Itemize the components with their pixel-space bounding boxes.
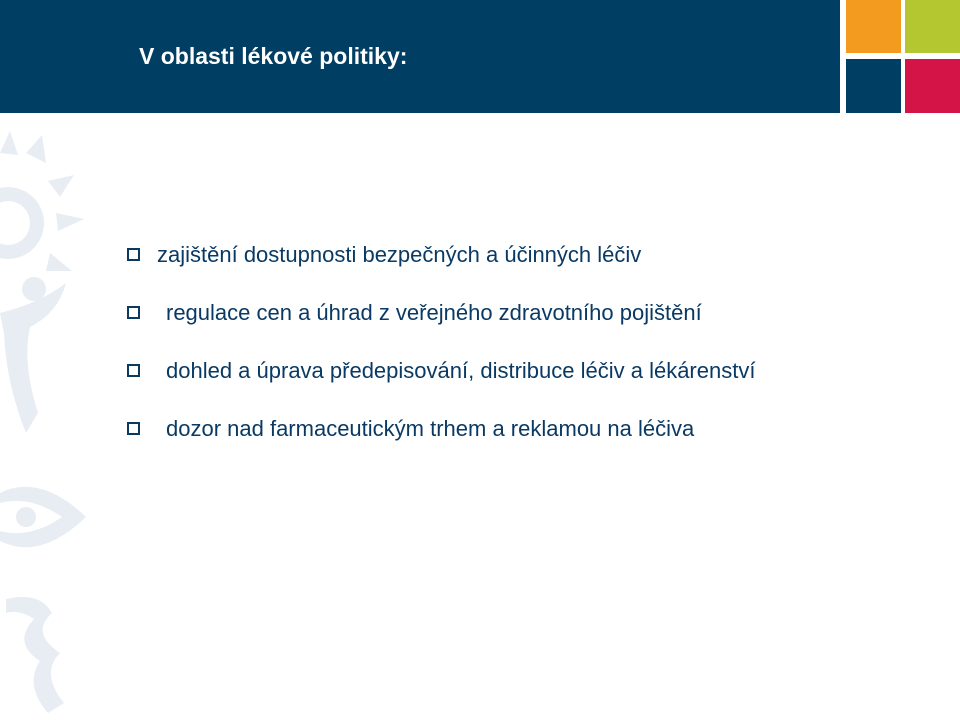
- bullet-text: zajištění dostupnosti bezpečných a účinných léčiv: [157, 242, 642, 267]
- eye-pupil-graphic: [16, 507, 36, 527]
- checkbox-bullet-icon: [127, 364, 140, 377]
- checkbox-bullet-icon: [127, 248, 140, 261]
- wave-graphic: [6, 597, 64, 713]
- bullet-text: regulace cen a úhrad z veřejného zdravotního pojištění: [166, 300, 702, 325]
- person-figure-graphic: [0, 277, 66, 433]
- accent-square-orange: [846, 0, 901, 53]
- bullet-text: dozor nad farmaceutickým trhem a reklamou na léčiva: [166, 416, 695, 441]
- checkbox-bullet-icon: [127, 306, 140, 319]
- decorative-logo-watermark: [0, 113, 110, 720]
- header-band: [0, 0, 840, 113]
- accent-square-red: [905, 59, 960, 113]
- accent-square-green: [905, 0, 960, 53]
- sun-rays-graphic: [0, 131, 84, 271]
- slide-title: V oblasti lékové politiky:: [139, 43, 408, 69]
- accent-square-navy: [846, 59, 901, 113]
- bullet-text: dohled a úprava předepisování, distribuce léčiv a lékárenství: [166, 358, 756, 383]
- checkbox-bullet-icon: [127, 422, 140, 435]
